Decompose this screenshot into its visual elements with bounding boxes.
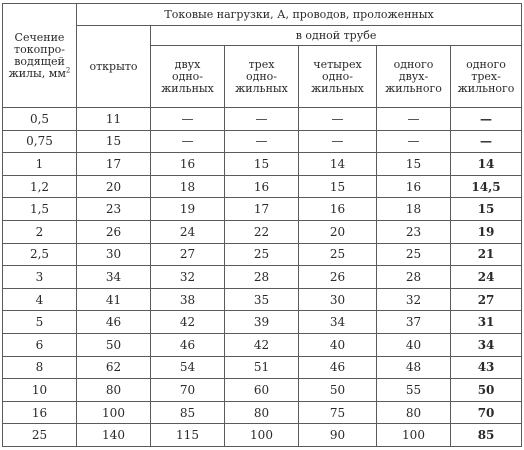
open-cell: 26: [77, 220, 151, 243]
one-two-core-cell: 18: [377, 198, 451, 221]
subcol-1-line2: одно-: [245, 69, 278, 83]
open-header: открыто: [77, 26, 151, 108]
one-two-core-cell: 25: [377, 243, 451, 266]
three-single-core-cell: 25: [225, 243, 299, 266]
three-single-core-cell: 17: [225, 198, 299, 221]
section-header-line4: жилы, мм: [8, 66, 66, 80]
section-cell: 3: [3, 266, 77, 289]
section-header-line1: Сечение: [14, 30, 65, 44]
four-single-core-cell: 50: [299, 379, 377, 402]
one-two-core-cell: 32: [377, 288, 451, 311]
section-cell: 0,5: [3, 108, 77, 131]
section-header-line2: токопро-: [14, 42, 65, 56]
subcol-header-three-single-core: [225, 46, 299, 108]
one-three-core-cell: —: [451, 130, 522, 153]
open-cell: 50: [77, 333, 151, 356]
two-single-core-cell: 38: [151, 288, 225, 311]
three-single-core-cell: 39: [225, 311, 299, 334]
open-cell: 20: [77, 175, 151, 198]
two-single-core-cell: 54: [151, 356, 225, 379]
table-row: [3, 220, 522, 243]
four-single-core-cell: 16: [299, 198, 377, 221]
subcol-4-line2: трех-: [471, 69, 501, 83]
two-single-core-cell: 85: [151, 401, 225, 424]
section-cell: 25: [3, 424, 77, 447]
subcol-header-one-three-core: [451, 46, 522, 108]
subcol-header-four-single-core: [299, 46, 377, 108]
one-two-core-cell: 15: [377, 153, 451, 176]
four-single-core-cell: 46: [299, 356, 377, 379]
three-single-core-cell: 42: [225, 333, 299, 356]
current-load-table: [2, 3, 522, 447]
section-header: [3, 4, 77, 108]
table-body: [3, 108, 522, 447]
one-three-core-cell: 19: [451, 220, 522, 243]
section-cell: 1,5: [3, 198, 77, 221]
one-three-core-cell: 24: [451, 266, 522, 289]
one-two-core-cell: —: [377, 108, 451, 131]
one-three-core-cell: —: [451, 108, 522, 131]
section-cell: 0,75: [3, 130, 77, 153]
open-cell: 62: [77, 356, 151, 379]
table-row: [3, 153, 522, 176]
subcol-2-line1: четырех: [313, 57, 362, 71]
one-two-core-cell: 16: [377, 175, 451, 198]
two-single-core-cell: 46: [151, 333, 225, 356]
three-single-core-cell: 51: [225, 356, 299, 379]
subcol-3-line1: одного: [393, 57, 434, 71]
subcol-3-line2: двух-: [398, 69, 429, 83]
section-cell: 6: [3, 333, 77, 356]
four-single-core-cell: 20: [299, 220, 377, 243]
open-cell: 23: [77, 198, 151, 221]
one-three-core-cell: 14: [451, 153, 522, 176]
table-row: [3, 356, 522, 379]
open-cell: 34: [77, 266, 151, 289]
three-single-core-cell: 28: [225, 266, 299, 289]
subcol-0-line3: жильных: [161, 81, 214, 95]
three-single-core-cell: 35: [225, 288, 299, 311]
subcol-4-line3: жильного: [457, 81, 515, 95]
table-row: [3, 175, 522, 198]
open-cell: 11: [77, 108, 151, 131]
one-two-core-cell: 28: [377, 266, 451, 289]
open-cell: 140: [77, 424, 151, 447]
two-single-core-cell: 24: [151, 220, 225, 243]
four-single-core-cell: 40: [299, 333, 377, 356]
open-cell: 15: [77, 130, 151, 153]
four-single-core-cell: 14: [299, 153, 377, 176]
two-single-core-cell: 115: [151, 424, 225, 447]
subcol-2-line2: одно-: [321, 69, 354, 83]
four-single-core-cell: 75: [299, 401, 377, 424]
four-single-core-cell: 15: [299, 175, 377, 198]
section-cell: 8: [3, 356, 77, 379]
subcol-1-line3: жильных: [235, 81, 288, 95]
two-single-core-cell: 32: [151, 266, 225, 289]
two-single-core-cell: 27: [151, 243, 225, 266]
one-three-core-cell: 31: [451, 311, 522, 334]
section-cell: 2: [3, 220, 77, 243]
section-header-line3: водящей: [14, 54, 65, 68]
table-row: [3, 266, 522, 289]
two-single-core-cell: —: [151, 108, 225, 131]
three-single-core-cell: —: [225, 108, 299, 131]
section-header-superscript: 2: [65, 65, 71, 74]
section-cell: 2,5: [3, 243, 77, 266]
one-two-core-cell: 23: [377, 220, 451, 243]
two-single-core-cell: 16: [151, 153, 225, 176]
one-three-core-cell: 50: [451, 379, 522, 402]
in-one-pipe-header: в одной трубе: [151, 26, 522, 46]
section-cell: 1,2: [3, 175, 77, 198]
loads-title-header: Токовые нагрузки, А, проводов, проложенных: [77, 4, 522, 26]
subcol-1-line1: трех: [248, 57, 275, 71]
two-single-core-cell: —: [151, 130, 225, 153]
section-cell: 10: [3, 379, 77, 402]
one-three-core-cell: 14,5: [451, 175, 522, 198]
open-cell: 100: [77, 401, 151, 424]
one-three-core-cell: 34: [451, 333, 522, 356]
subcol-0-line2: одно-: [171, 69, 204, 83]
table-row: [3, 130, 522, 153]
three-single-core-cell: 16: [225, 175, 299, 198]
table-row: [3, 401, 522, 424]
section-cell: 4: [3, 288, 77, 311]
table-row: [3, 198, 522, 221]
table-row: [3, 311, 522, 334]
four-single-core-cell: 30: [299, 288, 377, 311]
subcol-2-line3: жильных: [311, 81, 364, 95]
table-row: [3, 333, 522, 356]
open-cell: 46: [77, 311, 151, 334]
one-two-core-cell: —: [377, 130, 451, 153]
one-two-core-cell: 40: [377, 333, 451, 356]
table-row: [3, 243, 522, 266]
current-load-table-container: [2, 3, 521, 447]
four-single-core-cell: —: [299, 108, 377, 131]
three-single-core-cell: —: [225, 130, 299, 153]
two-single-core-cell: 19: [151, 198, 225, 221]
subcol-0-line1: двух: [174, 57, 201, 71]
one-two-core-cell: 37: [377, 311, 451, 334]
four-single-core-cell: 34: [299, 311, 377, 334]
table-row: [3, 379, 522, 402]
subcol-3-line3: жильного: [385, 81, 442, 95]
one-three-core-cell: 85: [451, 424, 522, 447]
one-two-core-cell: 48: [377, 356, 451, 379]
three-single-core-cell: 22: [225, 220, 299, 243]
one-three-core-cell: 15: [451, 198, 522, 221]
four-single-core-cell: 26: [299, 266, 377, 289]
three-single-core-cell: 100: [225, 424, 299, 447]
one-two-core-cell: 55: [377, 379, 451, 402]
three-single-core-cell: 15: [225, 153, 299, 176]
four-single-core-cell: 25: [299, 243, 377, 266]
open-cell: 17: [77, 153, 151, 176]
two-single-core-cell: 18: [151, 175, 225, 198]
table-row: [3, 288, 522, 311]
subcol-4-line1: одного: [466, 57, 506, 71]
two-single-core-cell: 42: [151, 311, 225, 334]
section-cell: 5: [3, 311, 77, 334]
section-cell: 16: [3, 401, 77, 424]
three-single-core-cell: 60: [225, 379, 299, 402]
open-cell: 41: [77, 288, 151, 311]
one-two-core-cell: 100: [377, 424, 451, 447]
subcol-header-two-single-core: [151, 46, 225, 108]
one-three-core-cell: 70: [451, 401, 522, 424]
three-single-core-cell: 80: [225, 401, 299, 424]
one-three-core-cell: 43: [451, 356, 522, 379]
table-row: [3, 424, 522, 447]
four-single-core-cell: —: [299, 130, 377, 153]
subcol-header-one-two-core: [377, 46, 451, 108]
table-row: [3, 108, 522, 131]
four-single-core-cell: 90: [299, 424, 377, 447]
section-cell: 1: [3, 153, 77, 176]
one-three-core-cell: 21: [451, 243, 522, 266]
one-three-core-cell: 27: [451, 288, 522, 311]
open-cell: 80: [77, 379, 151, 402]
two-single-core-cell: 70: [151, 379, 225, 402]
open-cell: 30: [77, 243, 151, 266]
one-two-core-cell: 80: [377, 401, 451, 424]
